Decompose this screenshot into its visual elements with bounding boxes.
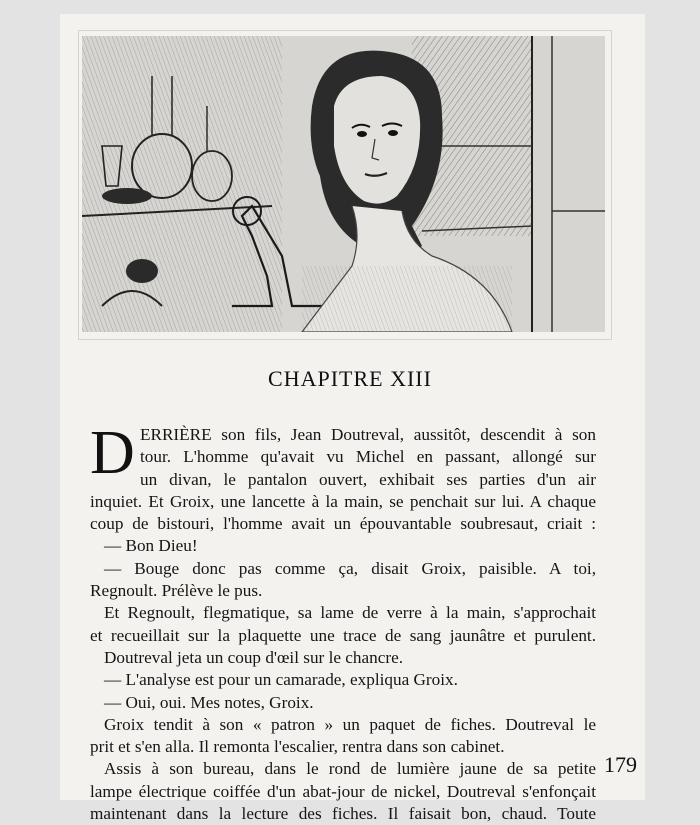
text-line: prit et s'en alla. Il remonta l'escalier, rentra dans son cabinet. [90,737,505,757]
text-line: Groix tendit à son « patron » un paquet de fiches. Doutreval le [104,714,596,734]
drop-cap: D [90,419,135,487]
text-line: — L'analyse est pour un camarade, expliqua Groix. [104,670,458,690]
page-number: 179 [604,752,637,777]
chapter-title: CHAPITRE XIII [268,366,432,391]
body-text [90,419,596,825]
text-line: lampe électrique coiffée d'un abat-jour de nickel, Doutreval s'enfonçait [90,781,596,801]
text-line: tour. L'homme qu'avait vu Michel en passant, allongé sur [140,447,596,467]
text-line: Et Regnoult, flegmatique, sa lame de verre à la main, s'approchait [104,603,596,623]
text-line: un divan, le pantalon ouvert, exhibait ses parties d'un air [140,469,596,489]
text-line: et recueillait sur la plaquette une trace de sang jaunâtre et purulent. [90,625,596,645]
text-line: maintenant dans la lecture des fiches. Il faisait bon, chaud. Toute [90,804,596,824]
text-line: — Oui, oui. Mes notes, Groix. [104,692,314,712]
etching-illustration [82,36,605,332]
text-line: coup de bistouri, l'homme avait un épouvantable soubresaut, criait : [90,514,596,534]
text-line: — Bouge donc pas comme ça, disait Groix, paisible. A toi, [104,558,596,578]
text-line: Regnoult. Prélève le pus. [90,581,263,601]
text-line: inquiet. Et Groix, une lancette à la main, se penchait sur lui. A chaque [90,491,596,511]
text-line: ERRIÈRE son fils, Jean Doutreval, aussitôt, descendit à son [140,425,596,444]
text-line: Assis à son bureau, dans le rond de lumière jaune de sa petite [104,759,596,779]
text-line: Doutreval jeta un coup d'œil sur le chancre. [104,647,403,667]
text-line: — Bon Dieu! [104,536,198,556]
